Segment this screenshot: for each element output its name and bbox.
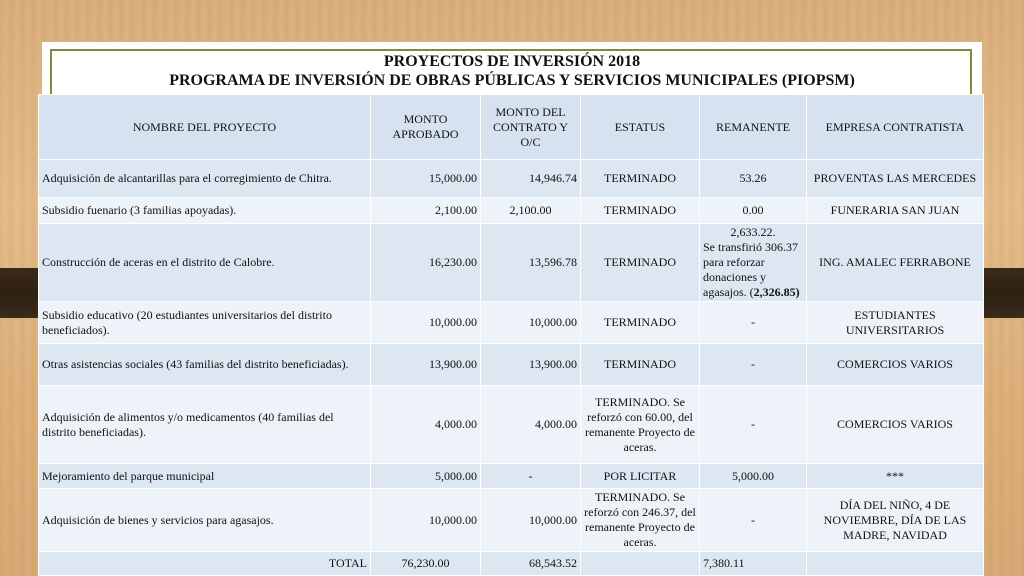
- cell-approved: 10,000.00: [371, 302, 481, 344]
- cell-contract: 14,946.74: [481, 160, 581, 198]
- cell-remaining: -: [700, 489, 807, 552]
- cell-remaining: 0.00: [700, 198, 807, 224]
- cell-approved: 2,100.00: [371, 198, 481, 224]
- cell-approved: 4,000.00: [371, 386, 481, 464]
- cell-project-name: Otras asistencias sociales (43 familias del distrito beneficiadas).: [39, 344, 371, 386]
- header-project-name: NOMBRE DEL PROYECTO: [39, 95, 371, 160]
- cell-status: TERMINADO: [581, 198, 700, 224]
- cell-status: TERMINADO. Se reforzó con 60.00, del remanente Proyecto de aceras.: [581, 386, 700, 464]
- table-row: [39, 198, 984, 224]
- table-total-row: [39, 552, 984, 576]
- cell-project-name: Adquisición de alcantarillas para el corregimiento de Chitra.: [39, 160, 371, 198]
- table-header-row: [39, 95, 984, 160]
- remaining-note: Se transfirió 306.37 para reforzar donaciones y agasajos. (: [703, 240, 798, 299]
- cell-project-name: Subsidio educativo (20 estudiantes universitarios del distrito beneficiados).: [39, 302, 371, 344]
- remaining-bold-value: 2,326.85: [753, 285, 796, 299]
- header-contractor: EMPRESA CONTRATISTA: [807, 95, 984, 160]
- header-contract-amount: MONTO DEL CONTRATO Y O/C: [481, 95, 581, 160]
- cell-contractor: COMERCIOS VARIOS: [807, 344, 984, 386]
- cell-approved: 15,000.00: [371, 160, 481, 198]
- total-approved: 76,230.00: [371, 552, 481, 576]
- cell-contract: 4,000.00: [481, 386, 581, 464]
- total-contract: 68,543.52: [481, 552, 581, 576]
- table-row: [39, 160, 984, 198]
- table-row: [39, 386, 984, 464]
- remaining-close: ): [795, 285, 800, 299]
- header-status: ESTATUS: [581, 95, 700, 160]
- cell-contract: 10,000.00: [481, 302, 581, 344]
- cell-contract: 13,596.78: [481, 224, 581, 302]
- cell-contract: 2,100.00: [481, 198, 581, 224]
- cell-contractor: DÍA DEL NIÑO, 4 DE NOVIEMBRE, DÍA DE LAS MADRE, NAVIDAD: [807, 489, 984, 552]
- projects-table: [38, 94, 984, 576]
- header-approved-amount: MONTO APROBADO: [371, 95, 481, 160]
- cell-remaining: 53.26: [700, 160, 807, 198]
- table-row: [39, 464, 984, 489]
- cell-status: TERMINADO. Se reforzó con 246.37, del remanente Proyecto de aceras.: [581, 489, 700, 552]
- title-line-1: PROYECTOS DE INVERSIÓN 2018: [383, 53, 641, 70]
- cell-approved: 16,230.00: [371, 224, 481, 302]
- cell-contractor: FUNERARIA SAN JUAN: [807, 198, 984, 224]
- slide-title: [42, 52, 982, 90]
- cell-project-name: Subsidio fuenario (3 familias apoyadas).: [39, 198, 371, 224]
- total-remaining: 7,380.11: [700, 552, 807, 576]
- cell-contract: -: [481, 464, 581, 489]
- table-row: [39, 224, 984, 302]
- table-row: [39, 344, 984, 386]
- title-line-2: PROGRAMA DE INVERSIÓN DE OBRAS PÚBLICAS Y SERVICIOS MUNICIPALES (PIOPSM): [169, 72, 855, 89]
- cell-project-name: Mejoramiento del parque municipal: [39, 464, 371, 489]
- header-remaining: REMANENTE: [700, 95, 807, 160]
- cell-approved: 13,900.00: [371, 344, 481, 386]
- cell-approved: 10,000.00: [371, 489, 481, 552]
- cell-contractor: ***: [807, 464, 984, 489]
- cell-project-name: Construcción de aceras en el distrito de Calobre.: [39, 224, 371, 302]
- table-row: [39, 302, 984, 344]
- cell-contractor: COMERCIOS VARIOS: [807, 386, 984, 464]
- cell-contract: 10,000.00: [481, 489, 581, 552]
- cell-project-name: Adquisición de bienes y servicios para agasajos.: [39, 489, 371, 552]
- cell-contractor: PROVENTAS LAS MERCEDES: [807, 160, 984, 198]
- total-label: TOTAL: [39, 552, 371, 576]
- cell-remaining: -: [700, 302, 807, 344]
- cell-status: TERMINADO: [581, 224, 700, 302]
- cell-remaining: -: [700, 386, 807, 464]
- total-contractor-empty: [807, 552, 984, 576]
- cell-contractor: ESTUDIANTES UNIVERSITARIOS: [807, 302, 984, 344]
- table-row: [39, 489, 984, 552]
- cell-remaining: [700, 224, 807, 302]
- cell-contractor: ING. AMALEC FERRABONE: [807, 224, 984, 302]
- cell-status: TERMINADO: [581, 344, 700, 386]
- cell-remaining: -: [700, 344, 807, 386]
- remaining-value: 2,633.22.: [730, 225, 776, 239]
- cell-project-name: Adquisición de alimentos y/o medicamentos (40 familias del distrito beneficiadas).: [39, 386, 371, 464]
- cell-contract: 13,900.00: [481, 344, 581, 386]
- cell-approved: 5,000.00: [371, 464, 481, 489]
- cell-status: TERMINADO: [581, 302, 700, 344]
- cell-remaining: 5,000.00: [700, 464, 807, 489]
- cell-status: TERMINADO: [581, 160, 700, 198]
- cell-status: POR LICITAR: [581, 464, 700, 489]
- total-status-empty: [581, 552, 700, 576]
